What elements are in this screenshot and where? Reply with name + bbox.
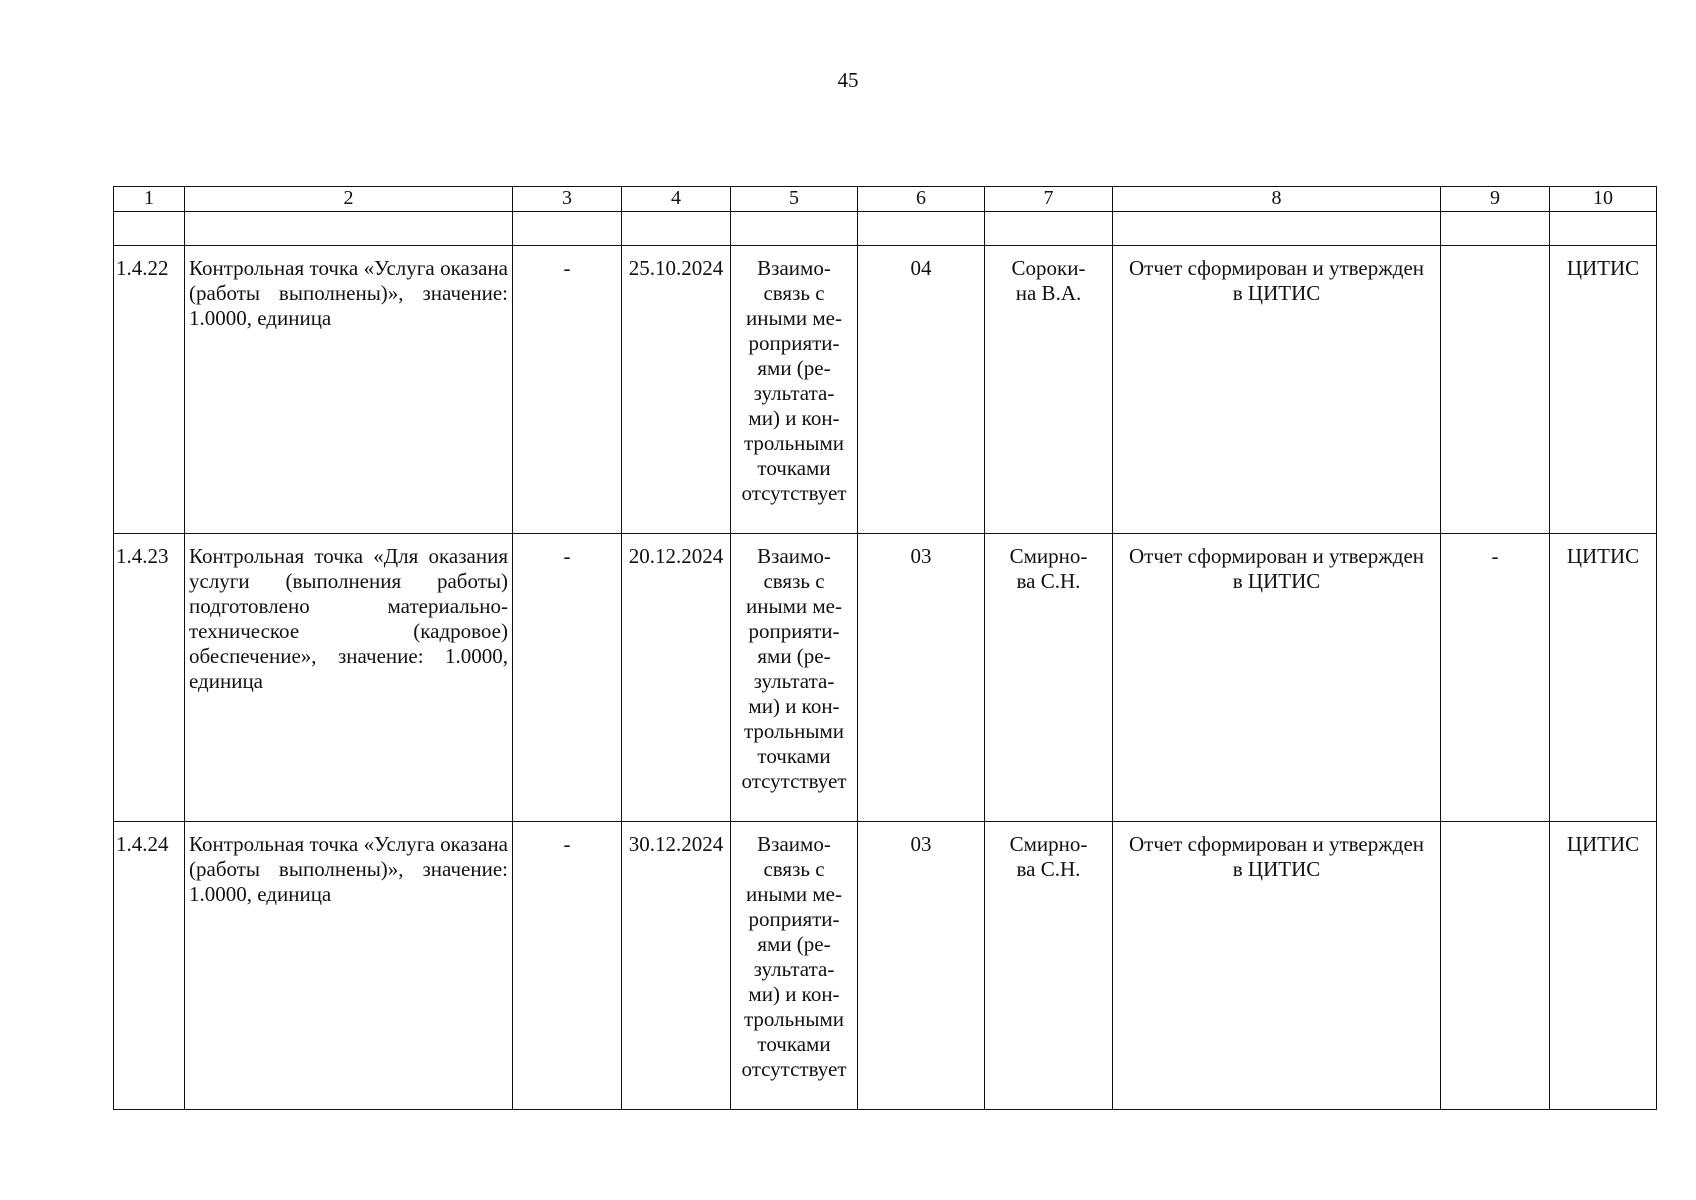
column-header: 9	[1441, 187, 1550, 212]
column-number-row	[114, 187, 1657, 212]
relations-text: Взаимо- связь с иными ме- роприяти- ями (ре- зультата- ми) и кон- трольными точками отсутствует	[741, 832, 847, 1081]
cell-col3: -	[563, 256, 571, 280]
page-number: 45	[837, 68, 859, 92]
column-header: 5	[731, 187, 858, 212]
information-system: ЦИТИС	[1566, 544, 1640, 568]
row-number: 1.4.22	[116, 256, 169, 280]
row-number: 1.4.23	[116, 544, 169, 568]
cell-col6: 04	[910, 256, 932, 280]
row-number: 1.4.24	[116, 832, 169, 856]
report-status: Отчет сформирован и утвержден в ЦИТИС	[1128, 256, 1425, 305]
due-date: 25.10.2024	[628, 256, 724, 280]
column-header: 3	[513, 187, 622, 212]
checkpoint-description: Контрольная точка «Для оказания услуги (выполнения работы) подготовлено материально-техническое (кадровое) обеспечение», значение: 1.0000, единица	[189, 544, 508, 693]
report-status: Отчет сформирован и утвержден в ЦИТИС	[1128, 832, 1425, 881]
column-header: 2	[185, 187, 513, 212]
table-row	[114, 246, 1657, 534]
cell-col9: -	[1491, 544, 1499, 568]
cell-col3: -	[563, 544, 571, 568]
information-system: ЦИТИС	[1566, 832, 1640, 856]
table-row	[114, 534, 1657, 822]
checkpoint-description: Контрольная точка «Услуга оказана (работы выполнены)», значение: 1.0000, единица	[189, 256, 508, 330]
responsible-person: Смирно- ва С.Н.	[1009, 832, 1088, 881]
information-system: ЦИТИС	[1566, 256, 1640, 280]
empty-row	[114, 212, 1657, 246]
responsible-person: Смирно- ва С.Н.	[1009, 544, 1088, 593]
relations-text: Взаимо- связь с иными ме- роприяти- ями (ре- зультата- ми) и кон- трольными точками отсутствует	[741, 256, 847, 505]
due-date: 20.12.2024	[628, 544, 724, 568]
table-row	[114, 822, 1657, 1110]
control-points-table	[113, 186, 1657, 1110]
column-header: 8	[1113, 187, 1441, 212]
column-header: 10	[1550, 187, 1657, 212]
column-header: 4	[622, 187, 731, 212]
cell-col6: 03	[910, 544, 932, 568]
cell-col9	[1441, 822, 1549, 832]
report-status: Отчет сформирован и утвержден в ЦИТИС	[1128, 544, 1425, 593]
due-date: 30.12.2024	[628, 832, 724, 856]
responsible-person: Сороки- на В.А.	[1011, 256, 1086, 305]
cell-col6: 03	[910, 832, 932, 856]
column-header: 7	[985, 187, 1113, 212]
cell-col9	[1441, 246, 1549, 256]
relations-text: Взаимо- связь с иными ме- роприяти- ями (ре- зультата- ми) и кон- трольными точками отсутствует	[741, 544, 847, 793]
cell-col3: -	[563, 832, 571, 856]
column-header: 6	[858, 187, 985, 212]
column-header: 1	[114, 187, 185, 212]
checkpoint-description: Контрольная точка «Услуга оказана (работы выполнены)», значение: 1.0000, единица	[189, 832, 508, 906]
